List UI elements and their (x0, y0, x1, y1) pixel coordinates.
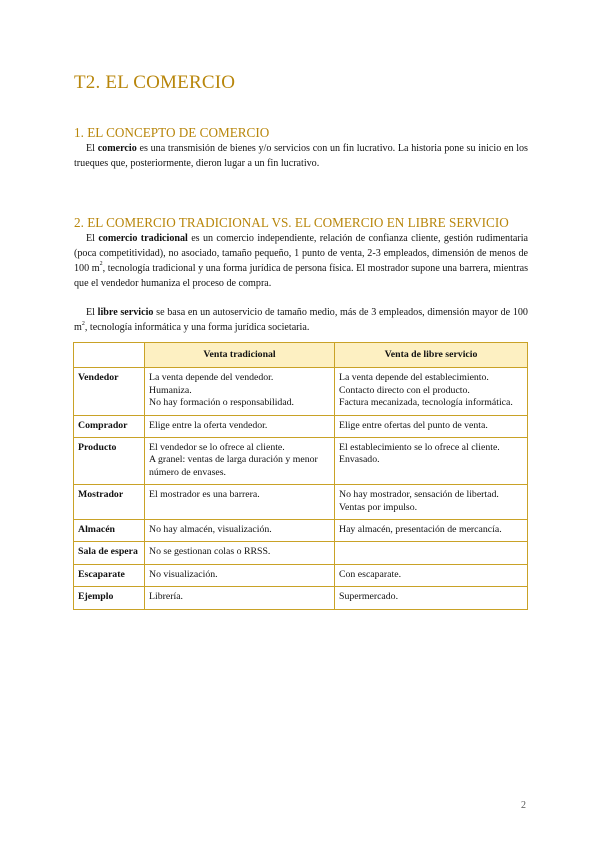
cell-venta-tradicional (145, 564, 335, 586)
section-heading-tradicional-vs-libre: 2. EL COMERCIO TRADICIONAL VS. EL COMERCIO EN LIBRE SERVICIO (74, 215, 509, 230)
cell-line: A granel: ventas de larga duración y menor número de envases. (149, 454, 318, 478)
term-libre-servicio: libre servicio (97, 307, 154, 318)
cell-libre-servicio (335, 415, 528, 437)
cell-libre-servicio (335, 564, 528, 586)
row-label: Escaparate (74, 564, 145, 586)
paragraph-comercio-tradicional: El comercio tradicional es un comercio independiente, relación de confianza cliente, gestión rudimentaria (poca competitividad), no asociado, tamaño pequeño, 1 punto de venta, 2-3 empleados, dimensión de menos de 100 $m^2$, tecnología tradicional y una forma jurídica de persona física. El mostrador supone una barrera, mientras que el vendedor humaniza el proceso de compra. (74, 233, 529, 289)
cell-line: No hay mostrador, sensación de libertad. Ventas por impulso. (339, 489, 499, 513)
cell-line: Librería. (149, 591, 183, 603)
table-body (74, 368, 528, 609)
cell-libre-servicio (335, 438, 528, 485)
cell-libre-servicio (335, 485, 528, 520)
table-row (74, 520, 528, 542)
cell-line: Humaniza. (149, 384, 192, 396)
table-row (74, 415, 528, 437)
row-label: Almacén (74, 520, 145, 542)
page-number: 2 (521, 800, 526, 811)
cell-libre-servicio (335, 587, 528, 609)
table-row (74, 587, 528, 609)
cell-line: Elige entre ofertas del punto de venta. (339, 419, 488, 431)
row-label: Sala de espera (74, 542, 145, 564)
table-header-venta-tradicional: Venta tradicional (145, 343, 335, 368)
table-row (74, 368, 528, 415)
table-row (74, 542, 528, 564)
cell-venta-tradicional (145, 587, 335, 609)
cell-libre-servicio (335, 520, 528, 542)
cell-line: Contacto directo con el producto. (339, 384, 470, 396)
cell-line: Supermercado. (339, 591, 399, 603)
table-row (74, 564, 528, 586)
cell-venta-tradicional (145, 485, 335, 520)
paragraph-libre-servicio: El libre servicio se basa en un autoservicio de tamaño medio, más de 3 empleados, dimensión mayor de 100 $m^2$, tecnología informática y una forma jurídica societaria. (74, 307, 528, 333)
cell-venta-tradicional (145, 368, 335, 415)
table-header-row (74, 343, 528, 368)
cell-venta-tradicional (145, 438, 335, 485)
document-title: T2. EL COMERCIO (74, 72, 236, 93)
comparison-table (73, 342, 528, 610)
cell-line: No hay formación o responsabilidad. (149, 397, 295, 409)
cell-line: No se gestionan colas o RRSS. (149, 546, 271, 558)
cell-line: No visualización. (149, 568, 218, 580)
table-row (74, 438, 528, 485)
table-header-venta-libre-servicio: Venta de libre servicio (335, 343, 528, 368)
paragraph-concepto: El comercio es una transmisión de bienes y/o servicios con un fin lucrativo. La historia pone su inicio en los trueques que, posteriormente, dieron lugar a un fin lucrativo. (74, 143, 528, 169)
cell-libre-servicio (335, 542, 528, 564)
term-comercio: comercio (97, 143, 137, 154)
cell-venta-tradicional (145, 415, 335, 437)
cell-line: El mostrador es una barrera. (149, 489, 260, 501)
table-row (74, 485, 528, 520)
cell-line: Hay almacén, presentación de mercancía. (339, 524, 502, 536)
section-heading-concepto: 1. EL CONCEPTO DE COMERCIO (74, 125, 270, 140)
cell-venta-tradicional (145, 520, 335, 542)
cell-line: La venta depende del establecimiento. (339, 372, 489, 384)
cell-line: Factura mecanizada, tecnología informática. (339, 397, 513, 409)
row-label: Ejemplo (74, 587, 145, 609)
row-label: Vendedor (74, 368, 145, 415)
cell-line: Con escaparate. (339, 568, 402, 580)
cell-line: Envasado. (339, 454, 380, 466)
cell-line: Elige entre la oferta vendedor. (149, 419, 268, 431)
cell-line: La venta depende del vendedor. (149, 372, 274, 384)
term-comercio-tradicional: comercio tradicional (98, 233, 188, 244)
row-label: Comprador (74, 415, 145, 437)
row-label: Mostrador (74, 485, 145, 520)
table-header-corner (74, 343, 145, 368)
row-label: Producto (74, 438, 145, 485)
cell-line: El vendedor se lo ofrece al cliente. (149, 442, 285, 454)
cell-venta-tradicional (145, 542, 335, 564)
cell-line: El establecimiento se lo ofrece al cliente. (339, 442, 500, 454)
cell-line: No hay almacén, visualización. (149, 524, 272, 536)
cell-libre-servicio (335, 368, 528, 415)
